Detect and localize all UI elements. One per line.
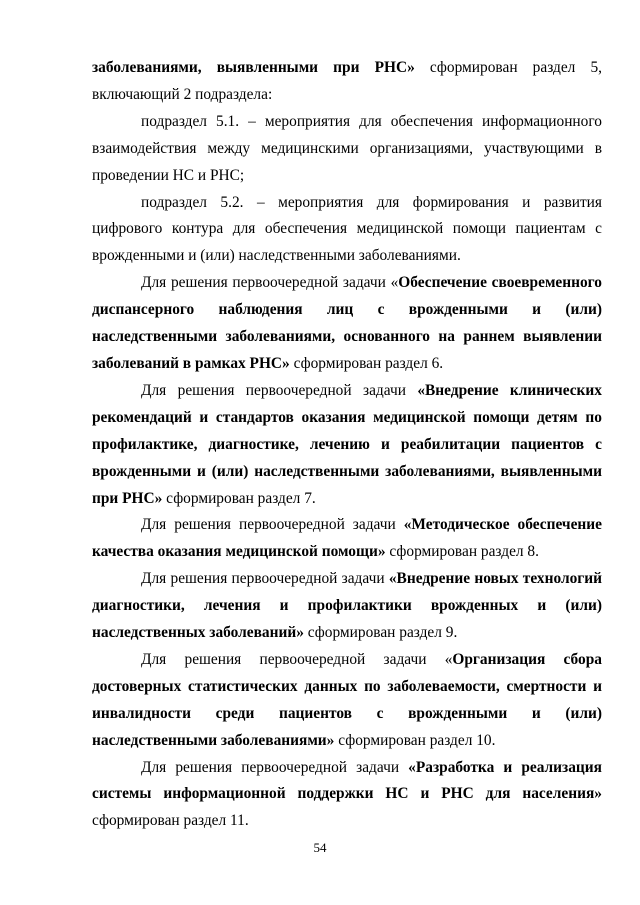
paragraph (92, 755, 602, 836)
body-text (92, 55, 602, 835)
bold-text-run: «Методическое обеспечение качества оказания медицинской помощи» (92, 516, 602, 561)
text-run: подраздел 5.1. – мероприятия для обеспечения информационного взаимодействия между медицинскими организациями, участвующими в проведении НС и РНС; (92, 112, 602, 184)
text-run: Для решения первоочередной задачи « (141, 650, 453, 668)
paragraph (92, 270, 602, 378)
paragraph (92, 190, 602, 271)
page-number: 54 (313, 840, 327, 855)
paragraph (92, 566, 602, 647)
bold-text-run: заболеваниями, выявленными при РНС» (92, 59, 415, 76)
text-run: сформирован раздел 8. (385, 543, 539, 561)
text-run: сформирован раздел 11. (92, 812, 249, 830)
paragraph (92, 55, 602, 109)
paragraph (92, 647, 602, 755)
text-run: Для решения первоочередной задачи « (141, 274, 399, 292)
text-run: сформирован раздел 10. (334, 731, 496, 749)
text-run: Для решения первоочередной задачи (141, 381, 418, 399)
text-run: Для решения первоочередной задачи (141, 570, 389, 588)
text-run: Для решения первоочередной задачи (141, 516, 404, 534)
bold-text-run: Организация сбора достоверных статистических данных по заболеваемости, смертности и инвалидности среди пациентов с врожденными и (или) наследственными заболеваниями» (92, 650, 602, 749)
bold-text-run: «Внедрение клинических рекомендаций и стандартов оказания медицинской помощи детям по профилактике, диагностике, лечению и реабилитации пациентов с врожденными и (или) наследственными заболеваниями, выявленными при РНС» (92, 381, 602, 507)
bold-text-run: «Внедрение новых технологий диагностики, лечения и профилактики врожденных и (или) наследственных заболеваний» (92, 570, 602, 642)
text-run: сформирован раздел 9. (303, 624, 458, 642)
paragraph (92, 109, 602, 190)
text-run: сформирован раздел 6. (289, 354, 444, 372)
text-run: сформирован раздел 7. (162, 489, 316, 507)
text-run: сформирован раздел 5, включающий 2 подраздела: (92, 59, 603, 103)
bold-text-run: Обеспечение своевременного диспансерного наблюдения лиц с врожденными и (или) наследственными заболеваниями, основанного на раннем выявлении заболеваний в рамках РНС» (92, 274, 602, 372)
paragraph (92, 512, 602, 566)
text-run: подраздел 5.2. – мероприятия для формирования и развития цифрового контура для обеспечения медицинской помощи пациентам с врожденными и (или) наследственными заболеваниями. (92, 193, 602, 265)
paragraph (92, 378, 602, 513)
bold-text-run: «Разработка и реализация системы информационной поддержки НС и РНС для населения» (92, 758, 602, 803)
text-run: Для решения первоочередной задачи (141, 758, 409, 776)
